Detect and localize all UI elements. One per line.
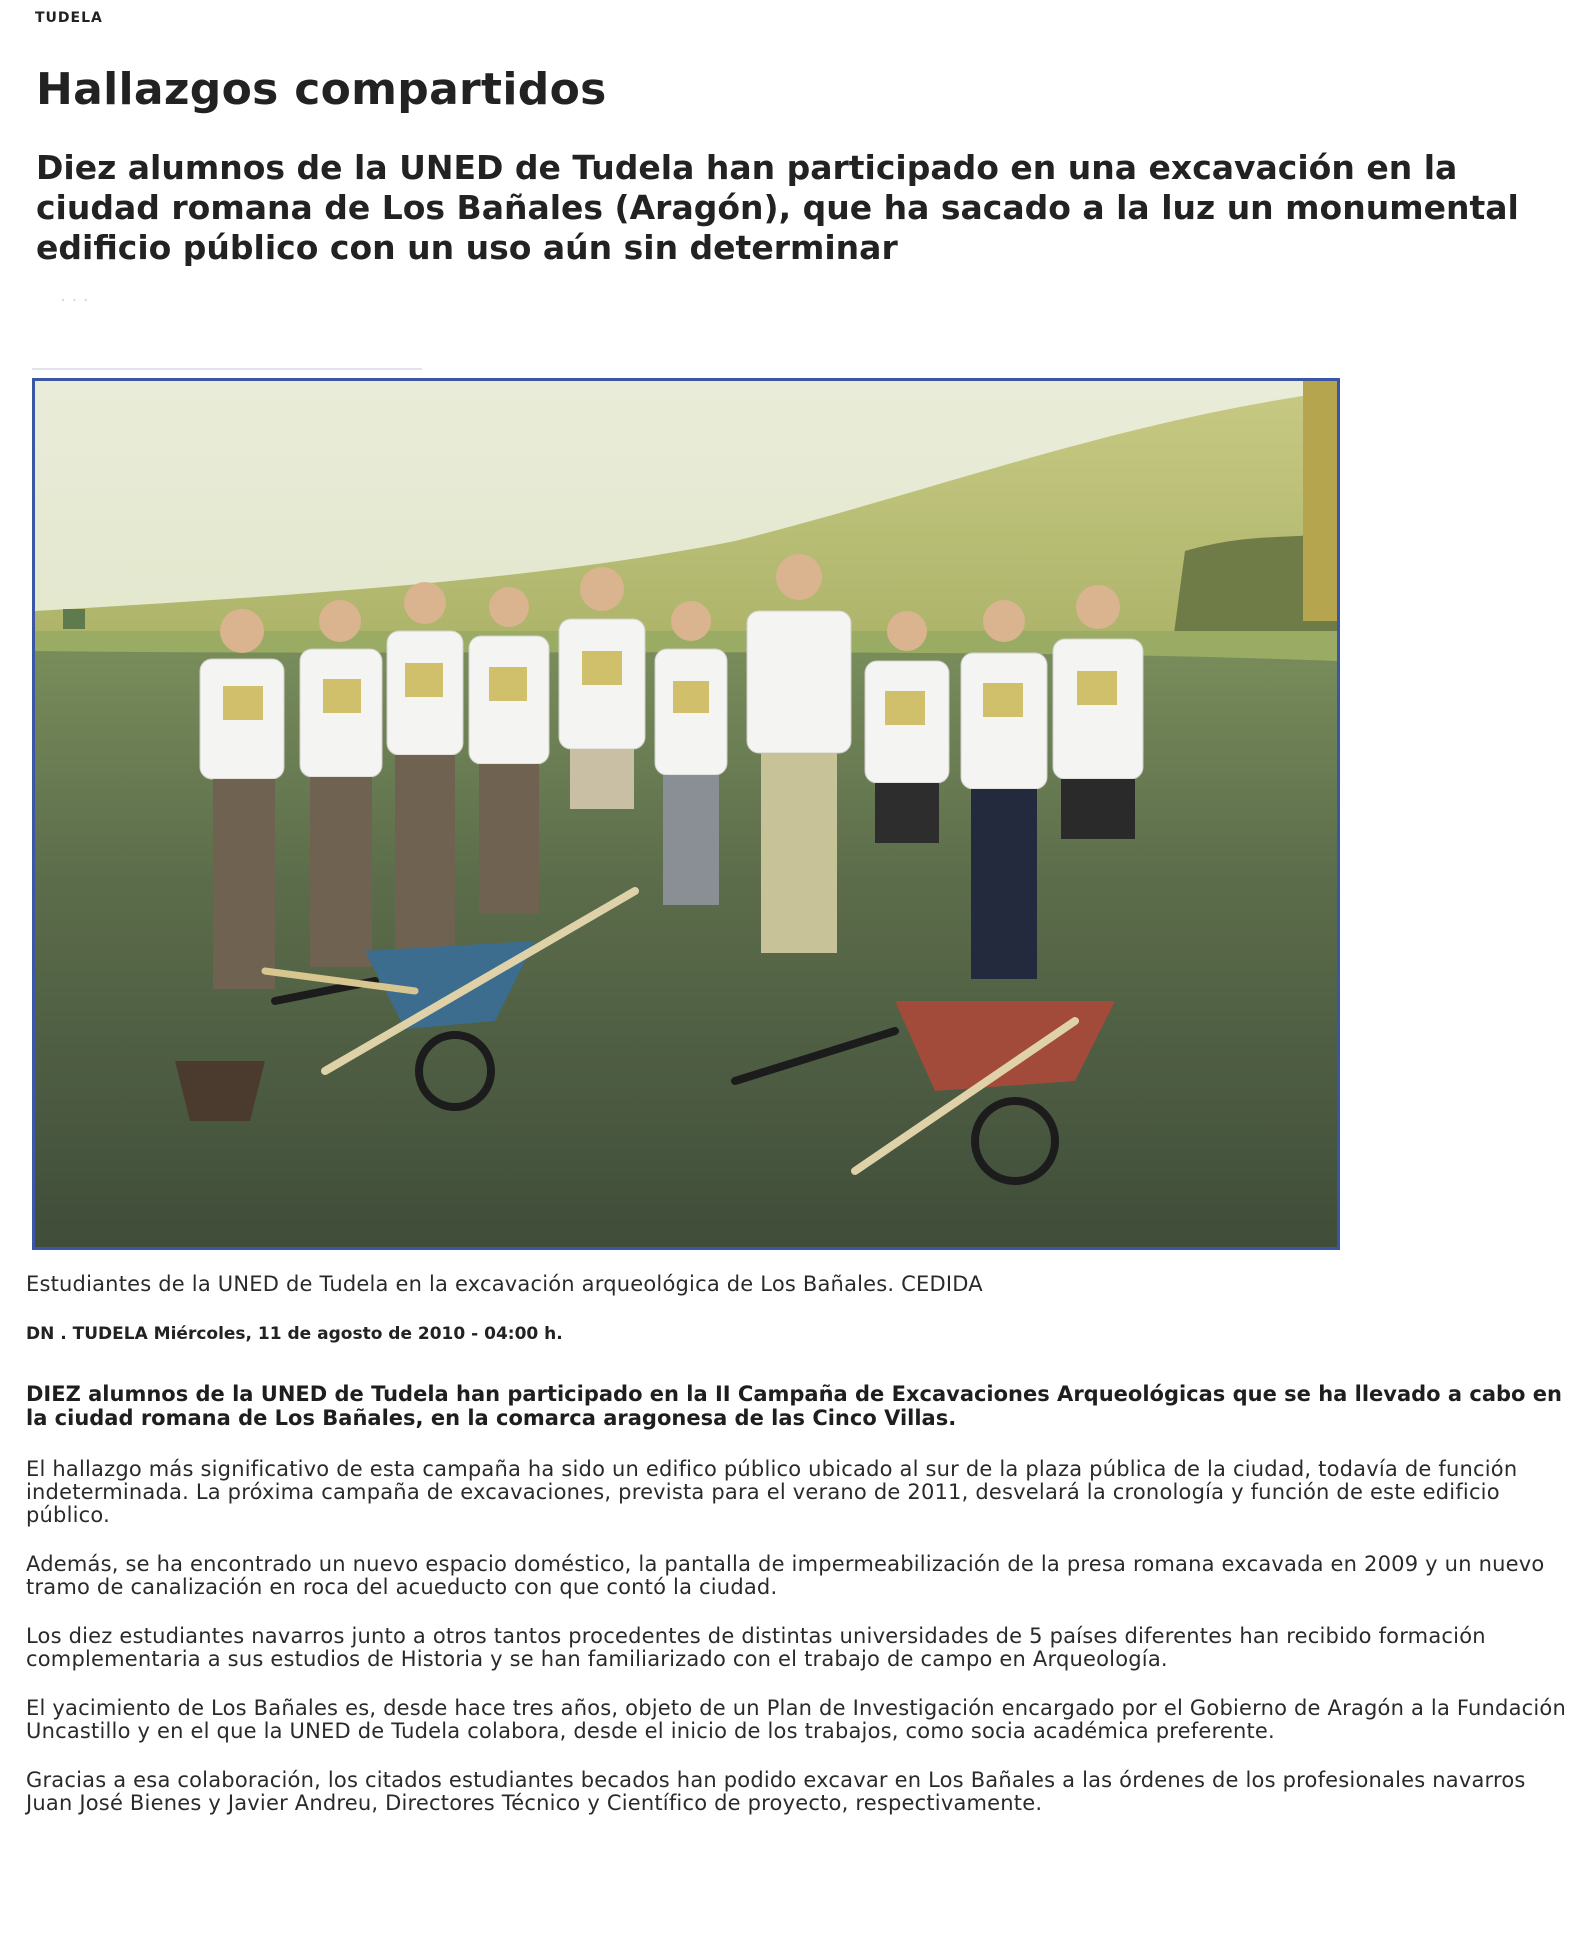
group-photo-illustration xyxy=(35,381,1337,1247)
body-paragraph: El hallazgo más significativo de esta campaña ha sido un edifico público ubicado al sur de la plaza pública de la ciudad, todavía de función indeterminada. La próxima campaña de excavaciones, prevista para el verano de 2011, desvelará la cronología y función de este edificio público. xyxy=(26,1457,1518,1527)
news-photo xyxy=(32,378,1340,1250)
byline: DN . TUDELA Miércoles, 11 de agosto de 2010 - 04:00 h. xyxy=(26,1324,563,1344)
scan-artifact-line xyxy=(32,368,422,370)
body-paragraph: Gracias a esa colaboración, los citados estudiantes becados han podido excavar en Los Bañales a las órdenes de los profesionales navarros Juan José Bienes y Javier Andreu, Directores Técnico y Científico de proyecto, respectivamente. xyxy=(26,1768,1526,1815)
body-paragraph: Los diez estudiantes navarros junto a otros tantos procedentes de distintas universidades de 5 países diferentes han recibido formación complementaria a sus estudios de Historia y se han familiarizado con el trabajo de campo en Arqueología. xyxy=(26,1624,1486,1671)
section-label: TUDELA xyxy=(35,10,103,26)
subheadline: Diez alumnos de la UNED de Tudela han participado en una excavación en la ciudad romana de Los Bañales (Aragón), que ha sacado a la luz un monumental edificio público con un uso aún sin determinar xyxy=(36,148,1519,267)
lead-paragraph: DIEZ alumnos de la UNED de Tudela han participado en la II Campaña de Excavaciones Arqueológicas que se ha llevado a cabo en la ciudad romana de Los Bañales, en la comarca aragonesa de las Cinco Villas. xyxy=(26,1382,1562,1430)
photo-caption: Estudiantes de la UNED de Tudela en la excavación arqueológica de Los Bañales. CEDIDA xyxy=(26,1272,983,1296)
article-body xyxy=(26,1458,1576,1841)
scan-artifact: · · · xyxy=(60,290,89,311)
body-paragraph: Además, se ha encontrado un nuevo espacio doméstico, la pantalla de impermeabilización de la presa romana excavada en 2009 y un nuevo tramo de canalización en roca del acueducto con que contó la ciudad. xyxy=(26,1552,1545,1599)
body-paragraph: El yacimiento de Los Bañales es, desde hace tres años, objeto de un Plan de Investigación encargado por el Gobierno de Aragón a la Fundación Uncastillo y en el que la UNED de Tudela colabora, desde el inicio de los trabajos, como socia académica preferente. xyxy=(26,1696,1566,1743)
headline: Hallazgos compartidos xyxy=(36,64,607,115)
